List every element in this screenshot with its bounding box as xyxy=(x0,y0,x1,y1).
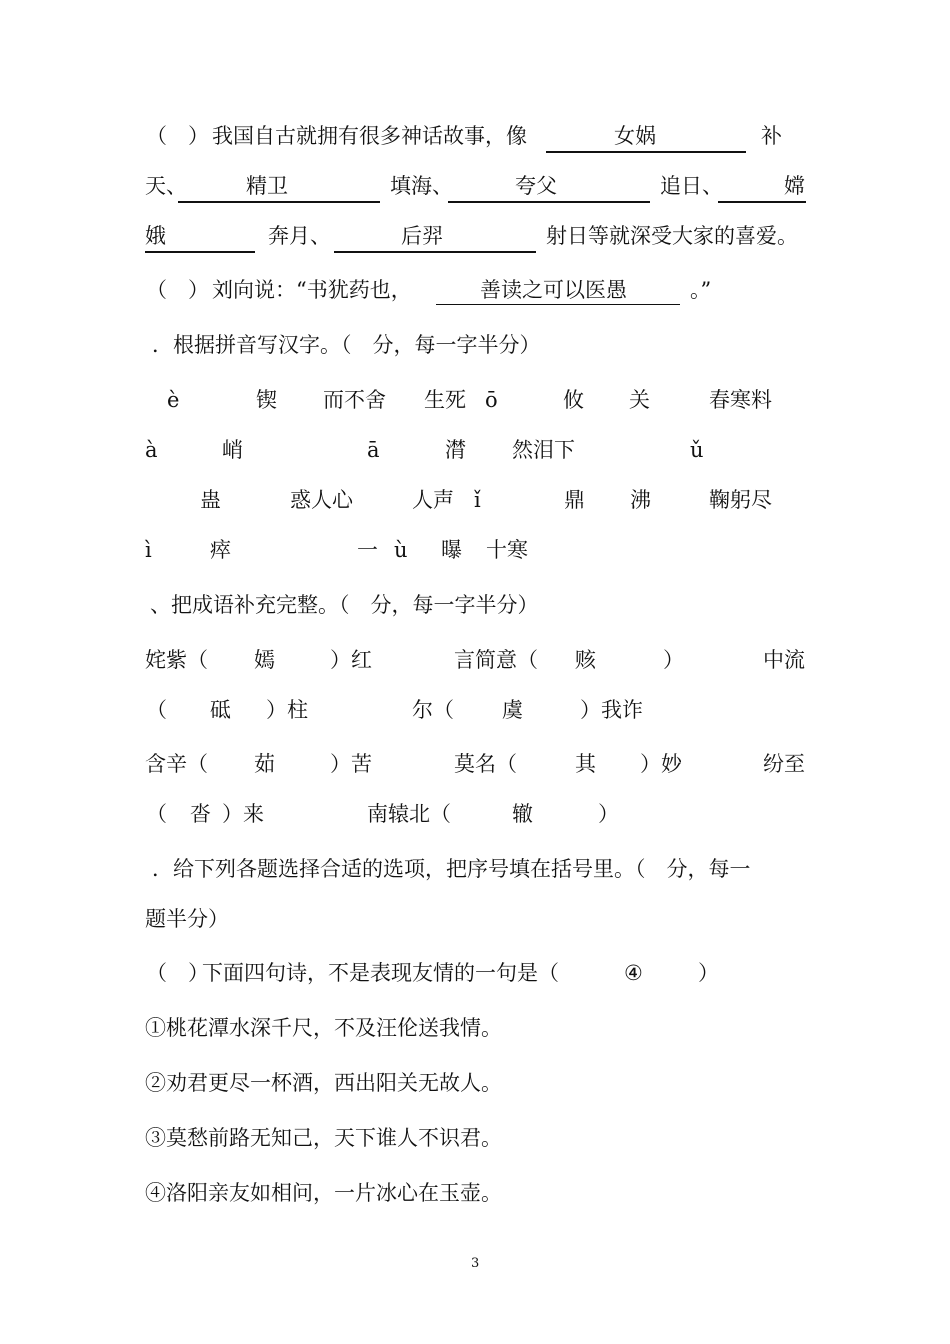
idiom-part: ）红 xyxy=(330,648,372,672)
answer-kuafu: 夸父 xyxy=(515,174,557,198)
answer-nuwa: 女娲 xyxy=(614,124,656,148)
pinyin-item: 一 xyxy=(357,538,378,562)
question-text: 射日等就深受大家的喜爱。 xyxy=(546,224,798,248)
idiom-answer: 砥 xyxy=(210,698,231,722)
question-text: 。” xyxy=(690,278,712,302)
page-number: 3 xyxy=(471,1256,480,1271)
choice-option: ③莫愁前路无知己，天下谁人不识君。 xyxy=(145,1126,502,1150)
idiom-answer: 嫣 xyxy=(254,648,275,672)
pinyin-item: 生死 xyxy=(424,388,466,412)
pinyin-item: 瘁 xyxy=(210,538,231,562)
question-paren: （ ） xyxy=(146,961,209,985)
pinyin-item: 沸 xyxy=(630,488,651,512)
question-text: 补 xyxy=(761,124,782,148)
answer-liu: 善读之可以医愚 xyxy=(480,278,627,302)
pinyin-item: 十寒 xyxy=(486,538,528,562)
question-text: 天、 xyxy=(145,174,187,198)
pinyin-item: 鼎 xyxy=(564,488,585,512)
pinyin-item: 曝 xyxy=(441,538,462,562)
answer-change-1: 嫦 xyxy=(784,174,805,198)
idiom-part: ） xyxy=(663,648,684,672)
pinyin-item: è xyxy=(167,388,180,412)
choice-option: ①桃花潭水深千尺，不及汪伦送我情。 xyxy=(145,1016,502,1040)
idiom-part: ）柱 xyxy=(266,698,308,722)
idiom-part: 姹紫（ xyxy=(145,648,208,672)
answer-underline xyxy=(178,201,380,203)
pinyin-item: 惑人心 xyxy=(290,488,353,512)
idiom-part: ）苦 xyxy=(330,752,372,776)
idiom-answer: 赅 xyxy=(575,648,596,672)
question-text: 刘向说：“书犹药也， xyxy=(212,278,412,302)
idiom-part: 言简意（ xyxy=(454,648,538,672)
question-text: 追日、 xyxy=(660,174,723,198)
choice-option: ④洛阳亲友如相问，一片冰心在玉壶。 xyxy=(145,1181,502,1205)
answer-change-2: 娥 xyxy=(145,224,166,248)
idiom-answer: 茹 xyxy=(254,752,275,776)
answer-houyi: 后羿 xyxy=(401,224,443,248)
question-paren: （ ） xyxy=(146,278,209,302)
pinyin-item: 峭 xyxy=(222,438,243,462)
choice-answer: ④ xyxy=(624,961,643,985)
answer-underline xyxy=(436,304,680,305)
answer-underline xyxy=(546,151,746,153)
idiom-part: ）我诈 xyxy=(580,698,643,722)
idiom-part: 含辛（ xyxy=(145,752,208,776)
pinyin-item: 人声 xyxy=(412,488,454,512)
pinyin-item: ā xyxy=(367,438,380,462)
pinyin-item: ǔ xyxy=(690,438,704,462)
question-text: 我国自古就拥有很多神话故事，像 xyxy=(212,124,527,148)
answer-jingwei: 精卫 xyxy=(246,174,288,198)
answer-underline xyxy=(334,251,536,253)
pinyin-item: 关 xyxy=(629,388,650,412)
pinyin-item: ǐ xyxy=(474,488,481,512)
idiom-part: ） xyxy=(598,802,619,826)
question-paren: （ ） xyxy=(146,124,209,148)
pinyin-item: 鞠躬尽 xyxy=(709,488,772,512)
question-text: 下面四句诗，不是表现友情的一句是（ xyxy=(202,961,559,985)
idiom-answer: 其 xyxy=(575,752,596,776)
pinyin-item: 锲 xyxy=(256,388,277,412)
idiom-answer: 辙 xyxy=(512,802,533,826)
idiom-part: ）来 xyxy=(222,802,264,826)
section-title-pinyin: ．根据拼音写汉字。（ 分，每一字半分） xyxy=(152,333,541,357)
question-text: 奔月、 xyxy=(268,224,331,248)
pinyin-item: 春寒料 xyxy=(709,388,772,412)
pinyin-item: 然泪下 xyxy=(512,438,575,462)
pinyin-item: ō xyxy=(485,388,498,412)
answer-underline xyxy=(718,201,806,203)
section-title-idiom: 、把成语补充完整。（ 分，每一字半分） xyxy=(150,593,539,617)
idiom-part: 中流 xyxy=(763,648,805,672)
idiom-part: ）妙 xyxy=(640,752,682,776)
pinyin-item: à xyxy=(145,438,158,462)
idiom-answer: 虞 xyxy=(502,698,523,722)
question-paren-close: ） xyxy=(698,961,719,985)
pinyin-item: 潸 xyxy=(445,438,466,462)
pinyin-item: 而不舍 xyxy=(323,388,386,412)
idiom-answer: 沓 xyxy=(190,802,211,826)
idiom-part: （ xyxy=(146,802,167,826)
pinyin-item: ì xyxy=(145,538,152,562)
section-title-choice-cont: 题半分） xyxy=(145,907,229,931)
idiom-part: 纷至 xyxy=(763,752,805,776)
idiom-part: 莫名（ xyxy=(454,752,517,776)
answer-underline xyxy=(448,201,650,203)
idiom-part: 尔（ xyxy=(412,698,454,722)
question-text: 填海、 xyxy=(390,174,453,198)
pinyin-item: 攸 xyxy=(563,388,584,412)
pinyin-item: ù xyxy=(394,538,408,562)
choice-option: ②劝君更尽一杯酒，西出阳关无故人。 xyxy=(145,1071,502,1095)
idiom-part: （ xyxy=(146,698,167,722)
section-title-choice: ．给下列各题选择合适的选项，把序号填在括号里。（ 分，每一 xyxy=(152,857,751,881)
idiom-part: 南辕北（ xyxy=(367,802,451,826)
answer-underline xyxy=(145,251,255,253)
pinyin-item: 蛊 xyxy=(200,488,221,512)
